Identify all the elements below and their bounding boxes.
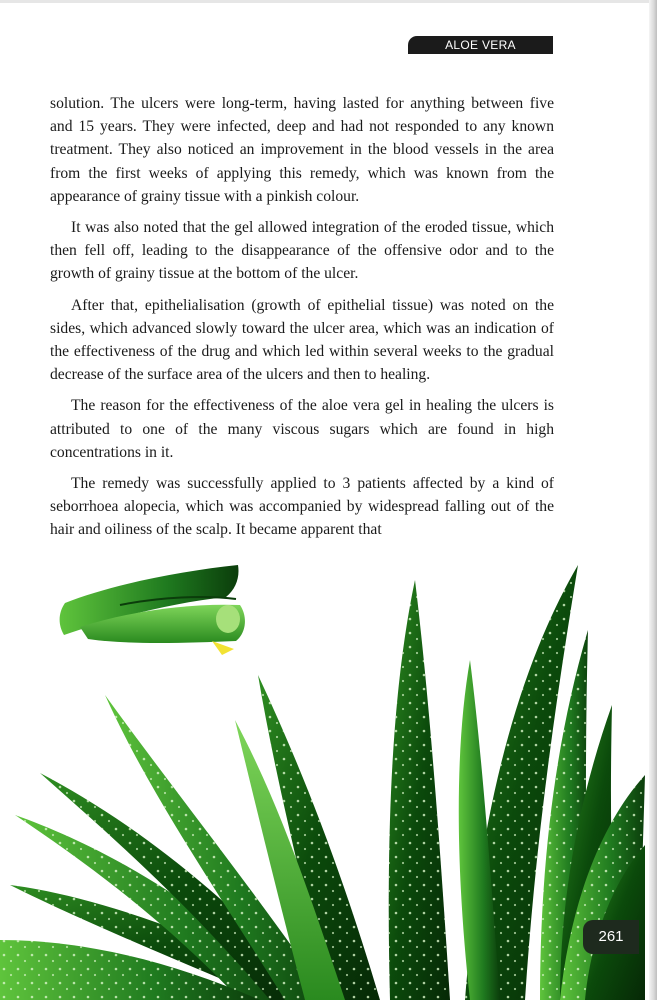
page-top-edge (0, 0, 657, 3)
paragraph: The remedy was successfully applied to 3 patients affected by a kind of seborrhoea alopecia, which was accompanied by widespread falling out of the hair and oiliness of the scalp. It became apparent that (50, 475, 554, 539)
paragraph: solution. The ulcers were long-term, having lasted for anything between five and 15 years. They were infected, deep and had not responded to any known treatment. They also noticed an improvement in the blood vessels in the area from the first weeks of applying this remedy, which was known from the appearance of grainy tissue with a pinkish colour. (50, 95, 554, 205)
running-header (408, 36, 553, 54)
section-title: ALOE VERA (445, 38, 516, 52)
paragraph: After that, epithelialisation (growth of epithelial tissue) was noted on the sides, which advanced slowly toward the ulcer area, which was an indication of the effectiveness of the drug and which led within several weeks to the gradual decrease of the surface area of the ulcers and then to healing. (50, 296, 554, 384)
paragraph: It was also noted that the gel allowed integration of the eroded tissue, which then fell off, leading to the disappearance of the offensive odor and to the growth of grainy tissue at the bottom of the ulcer. (50, 219, 554, 283)
body-text (50, 92, 554, 550)
paragraph: The reason for the effectiveness of the aloe vera gel in healing the ulcers is attributed to one of the many viscous sugars which are found in high concentrations in it. (50, 397, 554, 461)
page-number-label: 261 (598, 928, 624, 945)
aloe-vera-illustration (0, 545, 657, 1000)
cut-aloe-leaf (60, 565, 245, 655)
page-number (583, 920, 639, 954)
